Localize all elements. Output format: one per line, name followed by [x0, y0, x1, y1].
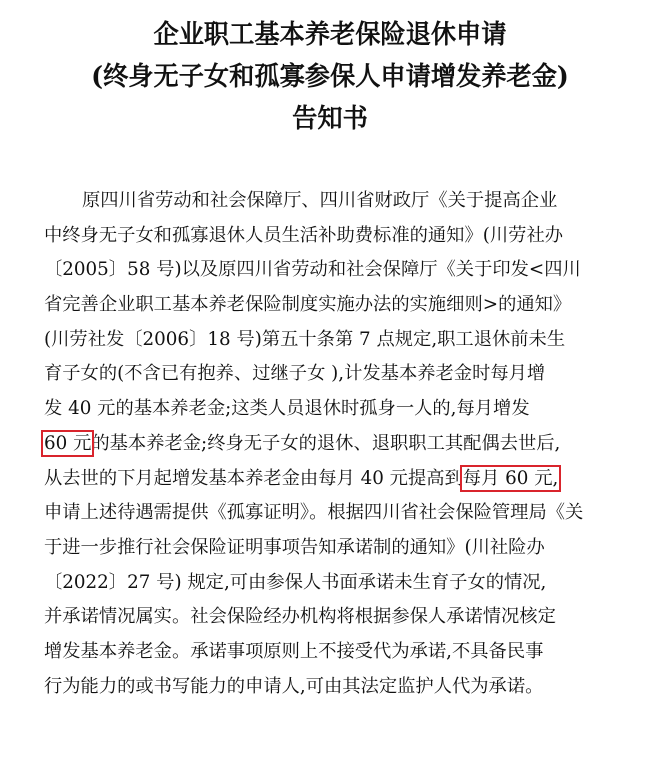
- body-line: [44, 392, 644, 427]
- notice-body: [44, 184, 644, 704]
- body-text: 从去世的下月起增发基本养老金由每月 40 元提高到: [44, 467, 463, 489]
- body-text: 育子女的(不含已有抱养、过继子女 ),计发基本养老金时每月增: [44, 363, 546, 385]
- body-line: [44, 357, 644, 392]
- body-text: 中终身无子女和孤寡退休人员生活补助费标准的通知》(川劳社办: [44, 224, 564, 246]
- body-text: 省完善企业职工基本养老保险制度实施办法的实施细则>的通知》: [44, 294, 572, 316]
- body-line: [44, 427, 644, 462]
- body-line: [44, 219, 644, 254]
- body-line: [44, 184, 644, 219]
- body-line: [44, 635, 644, 670]
- title-line-2: (终身无子女和孤寡参保人申请增发养老金): [91, 62, 569, 92]
- body-line: [44, 670, 644, 705]
- body-text: 增发基本养老金。承诺事项原则上不接受代为承诺,不具备民事: [44, 640, 544, 662]
- document-title: [0, 14, 660, 140]
- body-text: 并承诺情况属实。社会保险经办机构将根据参保人承诺情况核定: [44, 606, 556, 628]
- body-line: [44, 253, 644, 288]
- title-line-1: 企业职工基本养老保险退休申请: [153, 20, 507, 50]
- body-text: 〔2022〕27 号) 规定,可由参保人书面承诺未生育子女的情况,: [44, 571, 547, 593]
- body-text: 的基本养老金;终身无子女的退休、退职职工其配偶去世后,: [91, 432, 561, 454]
- body-line: [44, 531, 644, 566]
- body-line: [44, 496, 644, 531]
- body-line: [44, 600, 644, 635]
- body-text: (川劳社发〔2006〕18 号)第五十条第 7 点规定,职工退休前未生: [44, 328, 566, 350]
- body-line: [44, 462, 644, 497]
- body-line: [44, 288, 644, 323]
- body-line: [44, 323, 644, 358]
- body-line: [44, 566, 644, 601]
- title-line-3: 告知书: [292, 104, 368, 134]
- body-text: 〔2005〕58 号)以及原四川省劳动和社会保障厅《关于印发<四川: [44, 259, 581, 281]
- body-text: 行为能力的或书写能力的申请人,可由其法定监护人代为承诺。: [44, 675, 544, 697]
- body-text: 申请上述待遇需提供《孤寡证明》。根据四川省社会保险管理局《关: [44, 502, 584, 524]
- body-text: 原四川省劳动和社会保障厅、四川省财政厅《关于提高企业: [82, 190, 558, 211]
- body-text: 于进一步推行社会保险证明事项告知承诺制的通知》(川社险办: [44, 536, 545, 558]
- highlighted-amount: 60 元: [44, 432, 92, 454]
- body-text: 发 40 元的基本养老金;这类人员退休时孤身一人的,每月增发: [44, 398, 530, 420]
- highlighted-amount: 每月 60 元,: [462, 467, 559, 489]
